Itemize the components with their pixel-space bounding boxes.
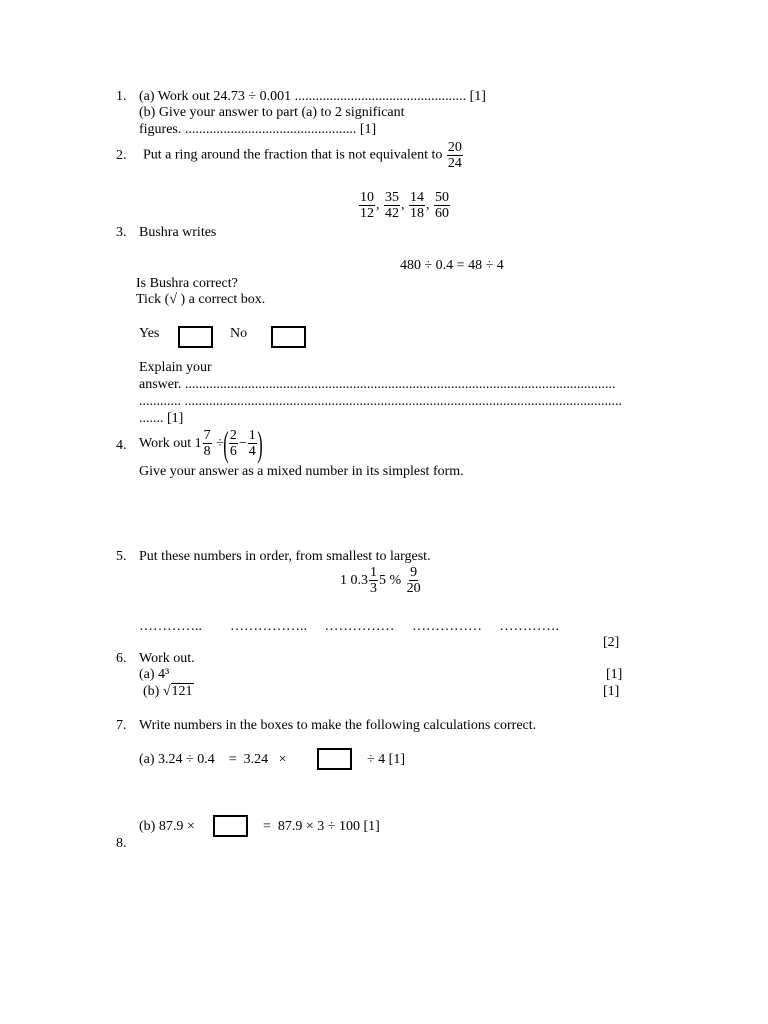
q7-part-b-right: = 87.9 × 3 ÷ 100 [1]: [263, 819, 380, 834]
q3-equation: 480 ÷ 0.4 = 48 ÷ 4: [400, 258, 504, 273]
q4-close-paren: ): [257, 423, 263, 464]
q4-fraction-1: $\frac{7}{8}$: [203, 428, 211, 460]
q8-number: 8.: [116, 836, 127, 851]
q2-option-1[interactable]: $\frac{10}{12}$: [360, 190, 374, 221]
q7-part-a-left: (a) 3.24 ÷ 0.4 = 3.24 ×: [139, 752, 287, 767]
q5-numbers: 1 0.3 $\frac{1}{3}$ 5 % $\frac{9}{20}$: [340, 565, 421, 597]
q6-part-a-marks: [1]: [606, 667, 623, 682]
q4-number: 4.: [116, 438, 127, 453]
q3-explain-line3[interactable]: ............ .............................................................................................................................: [139, 394, 622, 409]
q3-yes-label: Yes: [139, 326, 160, 341]
q3-yes-checkbox[interactable]: [178, 326, 213, 348]
q1-part-a: (a) Work out 24.73 ÷ 0.001 ................................................. [1]: [139, 89, 486, 104]
q7-part-b-left: (b) 87.9 ×: [139, 819, 195, 834]
q3-question: Is Bushra correct?: [136, 276, 238, 291]
q5-fraction-2: $\frac{9}{20}$: [406, 565, 421, 597]
q3-no-label: No: [230, 326, 248, 341]
q7-part-a-answer-box[interactable]: [317, 748, 352, 770]
q4-fraction-2: $\frac{2}{6}$: [229, 428, 237, 460]
q6-text: Work out.: [139, 651, 195, 666]
q6-number: 6.: [116, 651, 127, 666]
q7-part-b-answer-box[interactable]: [213, 815, 248, 837]
q1-number: 1.: [116, 89, 127, 104]
q5-text: Put these numbers in order, from smallest to largest.: [139, 549, 431, 564]
q4-expression: Work out 1 $\frac{7}{8}$ ÷( $\frac{2}{6}$ − $\frac{1}{4}$ ): [139, 423, 263, 464]
q4-open-paren: (: [223, 423, 229, 464]
q2-number: 2.: [116, 148, 127, 163]
q6-part-b-marks: [1]: [603, 684, 620, 699]
q1-part-b-line1: (b) Give your answer to part (a) to 2 significant: [139, 105, 405, 120]
q3-instruction: Tick (√ ) a correct box.: [136, 292, 266, 307]
q1-part-b-line2: figures. ................................................. [1]: [139, 122, 377, 137]
q6-part-b: (b) √121: [143, 684, 193, 699]
q5-marks: [2]: [603, 635, 620, 650]
q2-option-4[interactable]: $\frac{50}{60}$: [435, 190, 449, 221]
q7-number: 7.: [116, 718, 127, 733]
q2-option-2[interactable]: $\frac{35}{42}$: [385, 190, 399, 221]
q3-explain-line1: Explain your: [139, 360, 212, 375]
q7-text: Write numbers in the boxes to make the following calculations correct.: [139, 718, 537, 733]
q2-option-3[interactable]: $\frac{14}{18}$: [410, 190, 424, 221]
q5-fraction-1: $\frac{1}{3}$: [370, 565, 377, 597]
q6-part-a: (a) 4³: [139, 667, 170, 682]
square-root-icon: √121: [162, 684, 193, 699]
q4-fraction-3: $\frac{1}{4}$: [248, 428, 256, 460]
q5-number: 5.: [116, 549, 127, 564]
q2-target-fraction: $\frac{20}{24}$: [447, 140, 462, 171]
q2-options[interactable]: $\frac{10}{12}$ , $\frac{35}{42}$ , $\frac{14}{18}$ , $\frac{50}{60}$: [360, 190, 449, 221]
q3-number: 3.: [116, 225, 127, 240]
q7-part-a-right: ÷ 4 [1]: [367, 752, 406, 767]
q3-explain-line4[interactable]: ....... [1]: [139, 411, 184, 426]
q2-question: [143, 140, 464, 171]
q3-text: Bushra writes: [139, 225, 217, 240]
q4-instruction: Give your answer as a mixed number in its simplest form.: [139, 464, 464, 479]
q3-no-checkbox[interactable]: [271, 326, 306, 348]
q2-text: Put a ring around the fraction that is not equivalent to: [143, 147, 443, 163]
q5-answer-blanks[interactable]: ………….. …………….. …………… …………… ………….: [139, 619, 559, 634]
q3-explain-line2[interactable]: answer. ...........................................................................................................................: [139, 377, 616, 392]
